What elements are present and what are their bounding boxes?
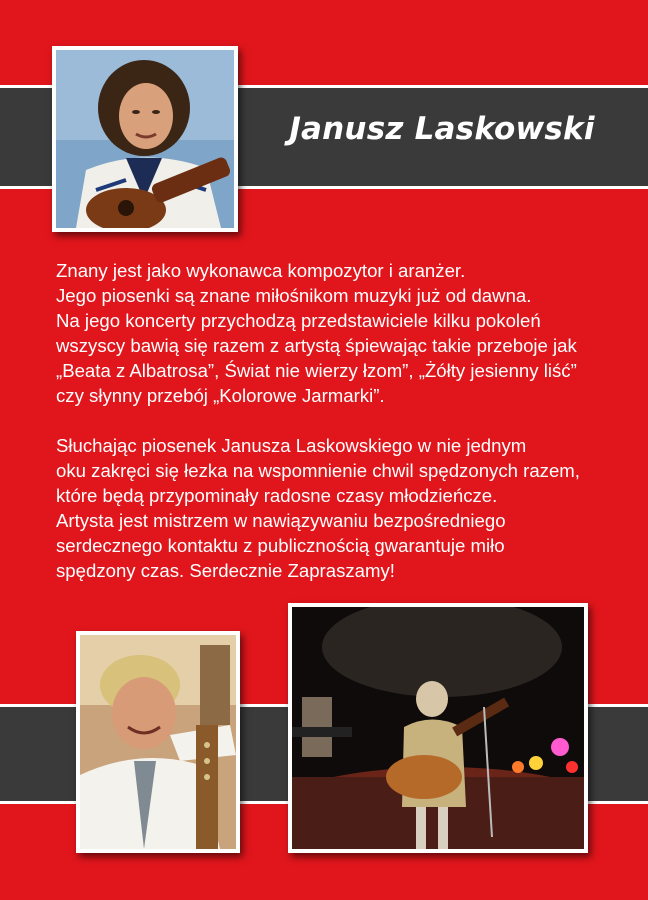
bio-line: Artysta jest mistrzem w nawiązywaniu bezpośredniego [56,510,506,531]
bio-text [56,258,636,583]
bio-line: wszyscy bawią się razem z artystą śpiewając takie przeboje jak [56,335,577,356]
bio-paragraph-2 [56,433,636,583]
bio-line: „Beata z Albatrosa”, Świat nie wierzy łzom”, „Żółty jesienny liść” [56,360,577,381]
artist-portrait-photo [52,46,238,232]
bio-line: Jego piosenki są znane miłośnikom muzyki już od dawna. [56,285,532,306]
artist-older-photo [76,631,240,853]
bio-line: które będą przypominały radosne czasy młodzieńcze. [56,485,498,506]
bio-line: Słuchając piosenek Janusza Laskowskiego w nie jednym [56,435,527,456]
bio-line: oku zakręci się łezka na wspomnienie chwil spędzonych razem, [56,460,580,481]
bio-line: serdecznego kontaktu z publicznością gwarantuje miło [56,535,505,556]
page-title: Janusz Laskowski [289,111,595,147]
bio-line: czy słynny przebój „Kolorowe Jarmarki”. [56,385,385,406]
bio-line: Znany jest jako wykonawca kompozytor i aranżer. [56,260,466,281]
bio-paragraph-1 [56,258,636,408]
bio-line: spędzony czas. Serdecznie Zapraszamy! [56,560,395,581]
bio-line: Na jego koncerty przychodzą przedstawiciele kilku pokoleń [56,310,541,331]
concert-photo [288,603,588,853]
